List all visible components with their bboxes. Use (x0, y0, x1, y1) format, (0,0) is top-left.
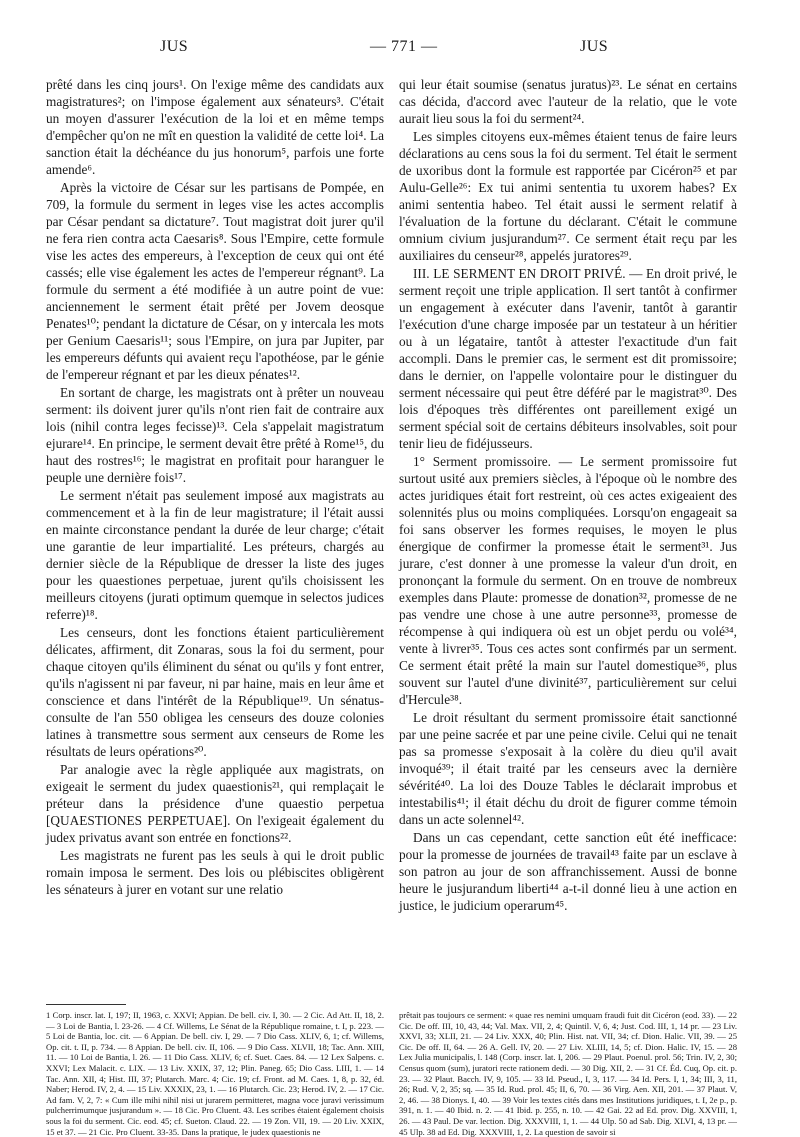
header-right-word: JUS (580, 38, 609, 55)
paragraph: Les censeurs, dont les fonctions étaient particulièrement délicates, affirment, dit Zonaras, sous la foi du serment, pour chaque citoyen qu'ils éliminent du sénat ou qu'ils y font entrer, qu'ils n'agissent ni par faveur, ni par haine, mais en leur âme et conscience et dans l'intérêt de la République¹⁹. Un sénatus-consulte de l'an 550 obligea les censeurs des douze colonies latines à transmettre sous serment aux censeurs de Rome les résultats de leurs opérations²⁰. (46, 625, 384, 759)
header-left-word: JUS (160, 38, 189, 55)
paragraph: Dans un cas cependant, cette sanction eût été inefficace: pour la promesse de journées de travail⁴³ faite par un esclave à son patron au jour de son affranchissement. Aussi de bonne heure le jusjurandum liberti⁴⁴ a-t-il donné lieu à une action en justice, le judicium operarum⁴⁵. (399, 830, 737, 913)
footnote-text: 1 Corp. inscr. lat. I, 197; II, 1963, c. XXVI; Appian. De bell. civ. I, 30. — 2 Cic. Ad Att. II, 18, 2. — 3 Loi de Bantia, l. 23-26. — 4 Cf. Willems, Le Sénat de la République romaine, t. I, p. 223. — 5 Loi de Bantia, loc. cit. — 6 Appian. De bell. civ. I, 29. — 7 Dio Cass. XLIV, 6, 1; cf. Willems, Op. cit. t. II, p. 734. — 8 Appian. De bell. civ. II, 106. — 9 Dio Cass. XLVII, 18; Tac. Ann. XIII, 11. — 10 Loi de Bantia, l. 26. — 11 Dio Cass. XLIV, 6; cf. Suet. Caes. 84. — 12 Lex Salpens. c. XXVI; Lex Malacit. c. LIX. — 13 Liv. XXIX, 37, 12; Plin. Paneg. 65; Dio Cass. LIII, 1. — 14 Tac. Ann. XII, 4; Hist. III, 37; Plutarch. Marc. 4; Cic. 19; cf. Front. ad M. Caes. 1, 8, p. 32, éd. Naber; Herod. IV, 2, 4. — 15 Liv. XXXIX, 23, 1. — 16 Plutarch. Cic. 23; Herod. IV, 2. — 17 Cic. Ad fam. V, 2, 7: « Cum ille mihi nihil nisi ut jurarem permitteret, magna voce juravi verissimum pulcherrimumque jusjurandum ». — 18 Cic. Pro Cluent. 43. Les scribes étaient également choisis sous la foi du serment. Cic. eod. 45; cf. Sueton. Claud. 22. — 19 Zon. VII, 19. — 20 Liv. XXIX, 15 et 37. — 21 Cic. Pro Cluent. 33-35. Dans la pratique, le judex quaestionis ne (46, 1010, 384, 1137)
paragraph: Les simples citoyens eux-mêmes étaient tenus de faire leurs déclarations au cens sous la foi du serment. Tel était le serment de uxoribus dont la formule est rapportée par Cicéron²⁵ et par Aulu-Gelle²⁶: Ex tui animi sententia tu uxorem habes? Ex animi sententia habeo. Tel était aussi le serment relatif à l'évaluation de la fortune du déclarant. C'était le commune omnium civium jusjurandum²⁷. Ce serment était reçu par les auxiliaires du censeur²⁸, appelés juratores²⁹. (399, 129, 737, 263)
left-text-column (46, 76, 384, 1000)
paragraph: En sortant de charge, les magistrats ont à prêter un nouveau serment: ils doivent jurer qu'ils n'ont rien fait de contraire aux lois (nihil contra leges fecisse)¹³. Cela s'appelait magistratum ejurare¹⁴. En principe, le serment devait être prêté à Rome¹⁵, du haut des rostres¹⁶; le magistrat en profitait pour haranguer le peuple une dernière fois¹⁷. (46, 385, 384, 485)
paragraph: qui leur était soumise (senatus juratus)²³. Le sénat en certains cas décida, d'accord avec l'auteur de la relatio, que le vote aurait lieu sous la foi du serment²⁴. (399, 77, 737, 126)
footnotes-left (46, 1010, 384, 1137)
right-text-column (399, 76, 737, 1000)
paragraph: Le serment n'était pas seulement imposé aux magistrats au commencement et à la fin de leur magistrature; il l'était aussi en mainte circonstance pendant la durée de leur charge; c'était une garantie de leur impartialité. Les préteurs, chargés au dernier siècle de la République de dresser la liste des juges pour les quaestiones perpetuae, jurent qu'ils choisissent les meilleurs citoyens (jurati optimum quemque in selectos judices referre)¹⁸. (46, 488, 384, 622)
paragraph: Le droit résultant du serment promissoire était sanctionné par une peine sacrée et par une peine civile. Celui qui ne tenait pas sa promesse s'exposait à la colère du dieu qu'il avait invoqué³⁹; il était traité par les censeurs avec la dernière sévérité⁴⁰. La loi des Douze Tables le déclarait improbus et intestabilis⁴¹; il était déchu du droit de figurer comme témoin dans un acte solennel⁴². (399, 710, 737, 827)
page-number: — 771 — (370, 38, 438, 55)
footnote-text: prêtait pas toujours ce serment: « quae res nemini umquam fraudi fuit dit Cicéron (eod. 33). — 22 Cic. De off. III, 10, 43, 44; Val. Max. VII, 2, 4; Quintil. V, 6, 4; Just. Cod. III, 1, 14 pr. — 23 Liv. XXVI, 33; XLII, 21. — 24 Liv. XXX, 40; Plin. Hist. nat. VII, 34; cf. Dion. Halic. VII, 39. — 25 Cic. De off. II, 64. — 26 A. Gell. IV, 20. — 27 Liv. XLIII, 14, 5; cf. Dion. Halic. IV, 15. — 28 Lex Julia municipalis, l. 148 (Corp. inscr. lat. I, 206. — 29 Plaut. Poenul. prol. 56; Trin. IV, 2, 30; Census quom (sum), juratori recte rationem dedi. — 30 Dig. XII, 2. — 31 Cf. Éd. Cuq, Op. cit. p. 23. — 32 Plaut. Bacch. IV, 9, 105. — 33 Id. Pseud., I, 3, 117. — 34 Id. Pers. I, 1, 34; III, 3, 11, 26; Rud. V, 2, 35; sq. — 35 Id. Rud. prol. 45; II, 6, 70. — 36 Virg. Aen. XII, 201. — 37 Plaut. V, 2, 46. — 38 Dionys. I, 40. — 39 Voir les textes cités dans mes Institutions juridiques, t. I, 2e p., p. 391, n. 1. — 40 Ibid. n. 2. — 41 Ibid. p. 255, n. 10. — 42 Gai. 22 ad Ed. prov. Dig. XXVIII, 1, 26. — 43 Paul. De var. lection. Dig. XXXVIII, 1, 1. — 44 Ulp. 50 ad Sab. Dig. XLVI, 4, 13 pr. — 45 Ulp. 38 ad Ed. Dig. XXXVIII, 1, 2. La question de savoir si (399, 1010, 737, 1137)
paragraph: prêté dans les cinq jours¹. On l'exige même des candidats aux magistratures²; on l'impose également aux sénateurs³. C'était un moyen d'assurer l'exécution de la loi et en même temps d'empêcher qu'on ne mît en question la validité de cette loi⁴. La sanction était la déchéance du jus honorum⁵, parfois une forte amende⁶. (46, 77, 384, 177)
paragraph: 1° Serment promissoire. — Le serment promissoire fut surtout usité aux premiers siècles, à l'époque où le nombre des actes juridiques était fort restreint, où ces actes exigeaient des solennités plus ou moins compliquées. Lorsqu'on engageait sa foi sans observer les formes requises, le moyen le plus énergique de confirmer la promesse était le serment³¹. Jus jurare, c'est donner à une promesse la valeur d'un droit, en prononçant la formule du serment. On en trouve de nombreux exemples dans Plaute: promesse de donation³², promesse de ne pas vendre une chose à une autre personne³³, promesse de récompense à qui indiquera où est un objet perdu ou volé³⁴, vente à livrer³⁵. Tous ces actes sont confirmés par un serment. Ce serment était prêté la main sur l'autel domestique³⁶, plus souvent sur l'autel d'une divinité³⁷, particulièrement sur celui d'Hercule³⁸. (399, 454, 737, 707)
footnote-divider (46, 1004, 126, 1005)
running-head (40, 38, 760, 66)
paragraph: Par analogie avec la règle appliquée aux magistrats, on exigeait le serment du judex quaestionis²¹, qui remplaçait le préteur dans la présidence d'une quaestio perpetua [QUAESTIONES PERPETUAE]. On l'exigeait également du judex privatus avant son entrée en fonctions²². (46, 762, 384, 845)
paragraph: Après la victoire de César sur les partisans de Pompée, en 709, la formule du serment in leges vise les actes accomplis par César pendant sa dictature⁷. Tout magistrat doit jurer qu'il ne fera rien contra acta Caesaris⁸. Sous l'Empire, cette formule vise les actes des empereurs, à l'exception de ceux qui ont été cassés; elle vise également les actes de l'empereur régnant⁹. La formule du serment a été modifiée à un autre point de vue: anciennement le serment était prêté per Jovem deosque Penates¹⁰; pendant la dictature de César, on y intercala les mots per Genium Caesaris¹¹; sous l'Empire, on jura par Jupiter, par les empereurs défunts qui avaient reçu l'apothéose, par le génie de l'empereur régnant et par les dieux pénates¹². (46, 180, 384, 382)
paragraph: III. LE SERMENT EN DROIT PRIVÉ. — En droit privé, le serment reçoit une triple application. Il sert tantôt à confirmer un engagement à exécuter dans l'avenir, tantôt à garantir l'exécution d'une charge imposée par un testateur à un héritier ou à un légataire, tantôt à attester l'exactitude d'un fait accompli. Dans le premier cas, le serment est dit promissoire; dans le dernier, on l'appelle volontaire pour le distinguer du serment nécessaire qui peut être déféré par le magistrat³⁰. Des lois d'époques très différentes ont pareillement exigé un serment spécial soit de certains débiteurs insolvables, soit pour tenir lieu de fidéjusseurs. (399, 266, 737, 451)
paragraph: Les magistrats ne furent pas les seuls à qui le droit public romain imposa le serment. Des lois ou plébiscites obligèrent les sénateurs à jurer en votant sur une relatio (46, 848, 384, 897)
footnotes-right (399, 1010, 737, 1137)
